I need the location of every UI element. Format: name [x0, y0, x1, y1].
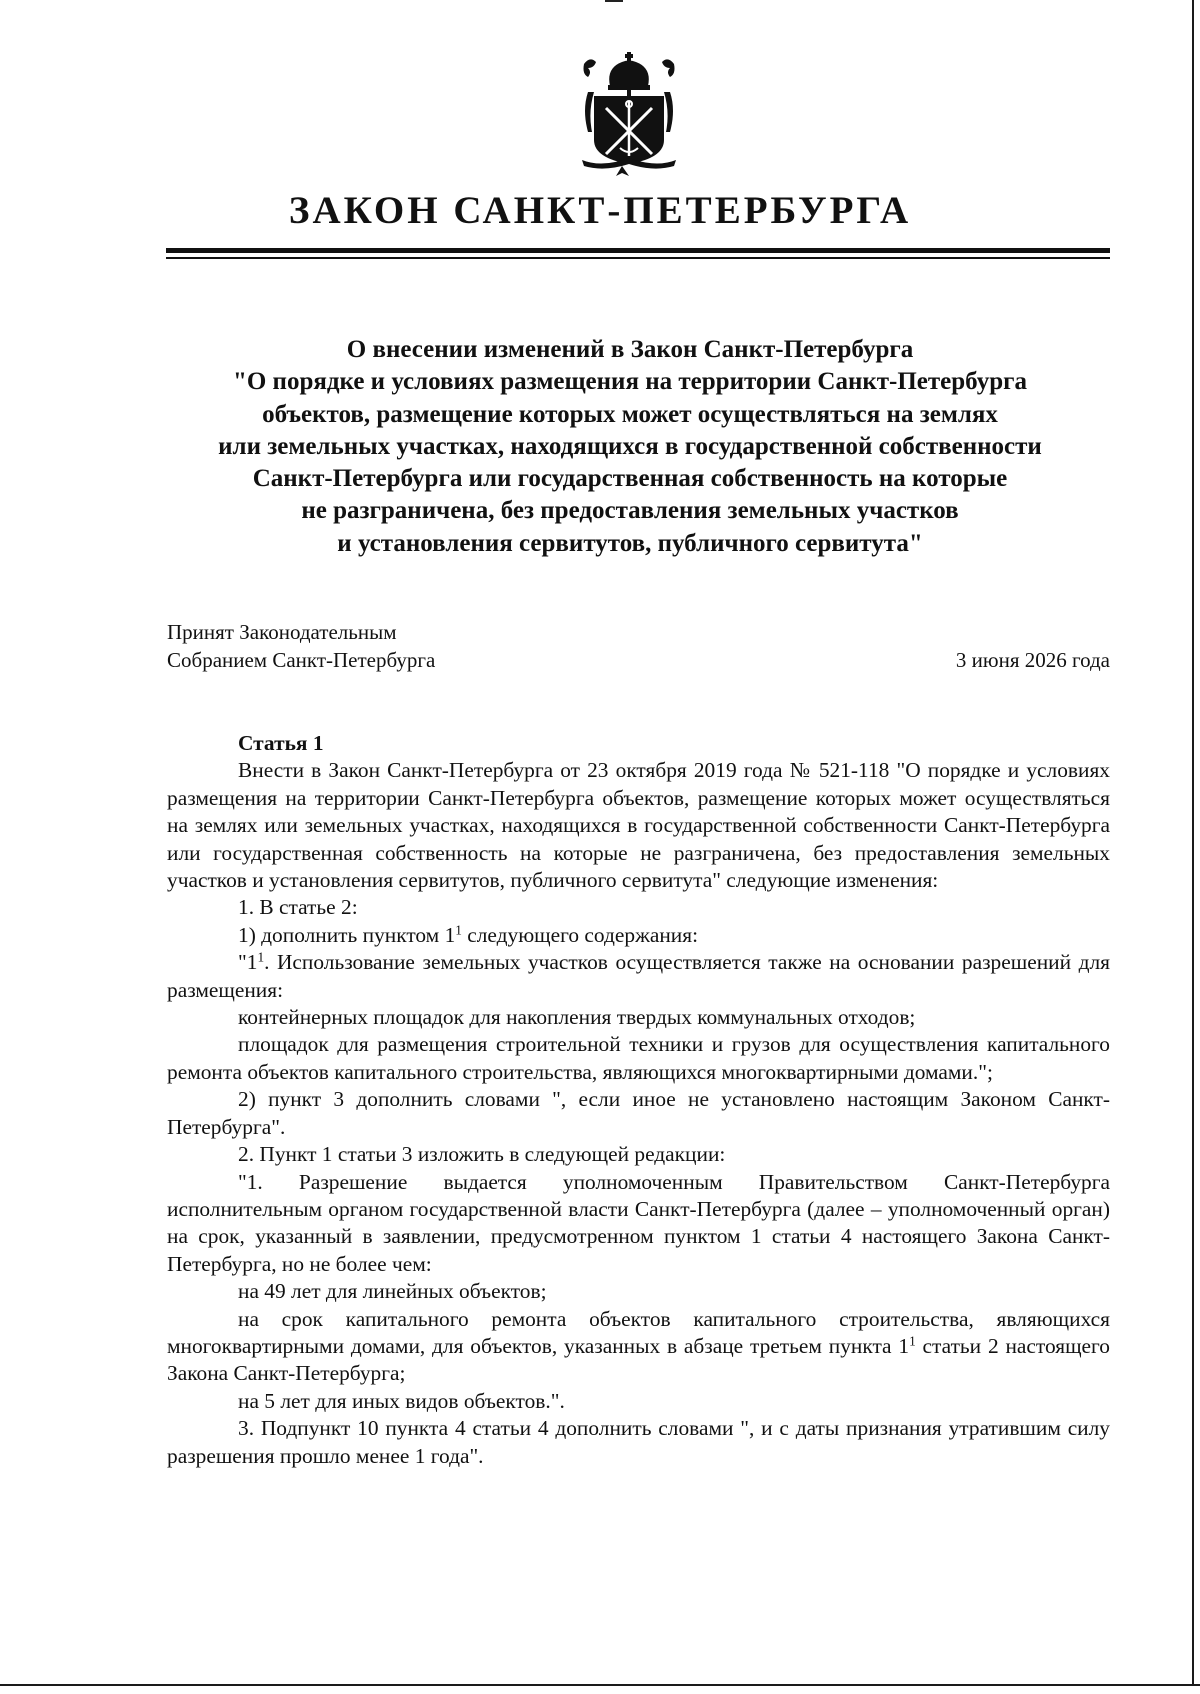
quoted-sites: площадок для размещения строительной техники и грузов для осуществления капитального ремонта объектов капитального строительства, являющихся многоквартирными домами."; — [167, 1032, 1110, 1084]
scan-border-bottom — [0, 1684, 1200, 1686]
law-title: ЗАКОН САНКТ-ПЕТЕРБУРГА — [288, 189, 912, 232]
quoted-clause: "$1^1$. Использование земельных участков осуществляется также на основании разрешений для размещения: — [167, 949, 1110, 1002]
heading-line: Санкт-Петербурга или государственная собственность на которые — [252, 465, 1008, 493]
heading-line: и установления сервитутов, публичного сервитута" — [337, 529, 923, 557]
amendment-subitem-1-2: 2) пункт 3 дополнить словами ", если иное не установлено настоящим Законом Санкт-Петербурга". — [167, 1087, 1110, 1139]
scan-mark — [605, 0, 623, 2]
quoted-containers: контейнерных площадок для накопления твердых коммунальных отходов; — [238, 1005, 916, 1030]
quoted-linear: на 49 лет для линейных объектов; — [238, 1279, 547, 1304]
article-title: Статья 1 — [238, 731, 324, 755]
adopted-line: Собранием Санкт-Петербурга — [167, 648, 436, 672]
amendment-item-3: 3. Подпункт 10 пункта 4 статьи 4 дополнить словами ", и с даты признания утратившим силу разрешения прошло менее 1 года". — [167, 1416, 1110, 1468]
article-body — [167, 730, 1110, 1470]
quoted-other: на 5 лет для иных видов объектов.". — [238, 1388, 565, 1413]
adopted-by — [167, 618, 435, 674]
scan-border-right — [1192, 0, 1194, 1686]
adopted-date: 3 июня 2026 года — [955, 648, 1110, 672]
document-heading — [150, 334, 1110, 560]
heading-line: или земельных участках, находящихся в государственной собственности — [218, 432, 1042, 460]
heading-line: О внесении изменений в Закон Санкт-Петербурга — [346, 336, 914, 363]
amendment-item-2: 2. Пункт 1 статьи 3 изложить в следующей редакции: — [238, 1142, 726, 1167]
title-rule-thin — [166, 257, 1110, 259]
heading-line: не разграничена, без предоставления земельных участков — [301, 497, 959, 525]
coat-of-arms-emblem — [574, 52, 684, 176]
title-rule-thick — [166, 248, 1110, 253]
adopted-line: Принят Законодательным — [167, 620, 397, 644]
amendment-item-1: 1. В статье 2: — [238, 895, 358, 920]
article-intro: Внести в Закон Санкт-Петербурга от 23 октября 2019 года № 521-118 "О порядке и условиях размещения на территории Санкт-Петербурга объектов, размещение которых может осуществляться на землях или земельных участках, находящихся в государственной собственности Санкт-Петербурга или государственная собственность на которые не разграничена, без предоставления земельных участков и установления сервитутов, публичного сервитута" следующие изменения: — [167, 758, 1110, 893]
heading-line: "О порядке и условиях размещения на территории Санкт-Петербурга — [232, 368, 1027, 396]
quoted-permit: "1. Разрешение выдается уполномоченным Правительством Санкт-Петербурга исполнительным органом государственной власти Санкт-Петербурга (далее – уполномоченный орган) на срок, указанный в заявлении, предусмотренном пунктом 1 статьи 4 настоящего Закона Санкт-Петербурга, но не более чем: — [167, 1169, 1110, 1276]
heading-line: объектов, размещение которых может осуществляться на землях — [262, 400, 998, 428]
quoted-repair: на срок капитального ремонта объектов капитального строительства, являющихся многоквартирными домами, для объектов, указанных в абзаце третьем пункта $1^1$ статьи 2 настоящего Закона Санкт-Петербурга; — [167, 1306, 1110, 1386]
amendment-subitem-1-1: 1) дополнить пунктом $1^1$ следующего содержания: — [238, 922, 699, 947]
